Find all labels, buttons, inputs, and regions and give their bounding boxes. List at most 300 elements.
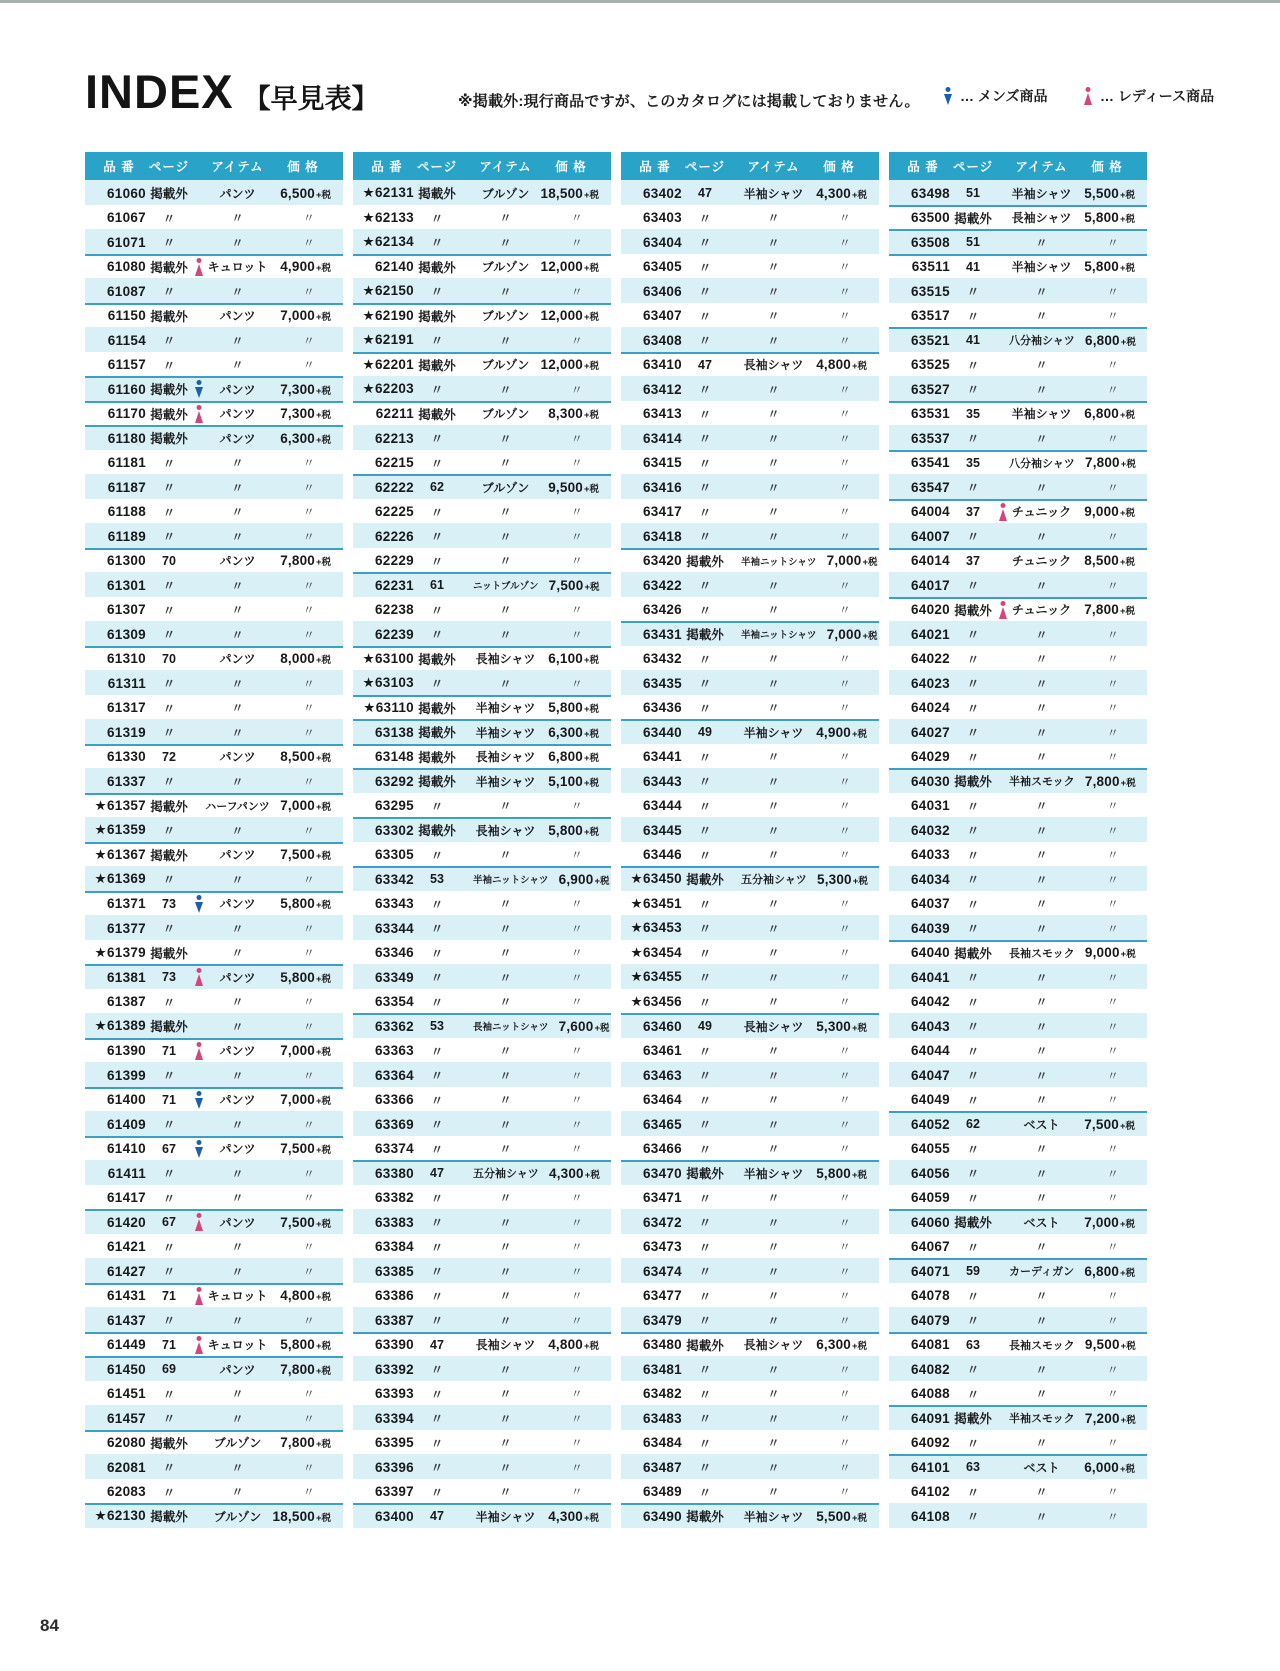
- table-body: [353, 180, 611, 1528]
- price-cell: [538, 503, 604, 520]
- item-name: 〃: [499, 995, 512, 1010]
- item-name: 〃: [499, 1117, 512, 1132]
- item-name: ブルゾン: [481, 260, 530, 275]
- page-ref: 49: [698, 725, 712, 740]
- item-number: 63292: [374, 773, 414, 789]
- item-name: 〃: [231, 1313, 244, 1328]
- page-ref: 〃: [966, 1044, 980, 1059]
- price-cell: [1074, 1434, 1140, 1451]
- price-value: 5,800: [816, 1165, 851, 1181]
- price-value: 〃: [1106, 1289, 1119, 1304]
- item-name: 〃: [767, 309, 780, 324]
- table-row: [85, 1087, 343, 1112]
- page-ref: 〃: [966, 432, 980, 447]
- tax-suffix: +税: [584, 728, 600, 740]
- ladies-icon: [193, 1042, 204, 1060]
- page-ref: 〃: [698, 530, 712, 545]
- tax-suffix: +税: [316, 1365, 332, 1377]
- price-value: 〃: [1106, 872, 1119, 887]
- price-cell: [538, 1042, 604, 1059]
- price-value: 〃: [1106, 1142, 1119, 1157]
- item-name: 〃: [767, 1142, 780, 1157]
- item-name: 〃: [1035, 1485, 1048, 1500]
- price-value: 7,500: [280, 847, 315, 863]
- table-row: [85, 425, 343, 450]
- price-cell: [538, 1189, 604, 1206]
- table-row: [889, 254, 1147, 279]
- price-cell: [538, 283, 604, 300]
- item-name: 〃: [1035, 309, 1048, 324]
- page-ref: 〃: [162, 1314, 176, 1329]
- table-row: [889, 1283, 1147, 1308]
- price-value: 4,300: [816, 185, 851, 201]
- item-name: ブルゾン: [481, 186, 530, 201]
- page-ref: 〃: [430, 1191, 444, 1206]
- price-value: 〃: [838, 750, 851, 765]
- item-name: 〃: [231, 1191, 244, 1206]
- table-row: [353, 401, 611, 426]
- item-number: 63479: [642, 1312, 682, 1328]
- price-value: 7,800: [280, 1361, 315, 1377]
- price-value: 〃: [838, 603, 851, 618]
- table-row: [85, 891, 343, 916]
- price-cell: [538, 381, 604, 398]
- table-row: [621, 1160, 879, 1185]
- price-value: 〃: [1106, 652, 1119, 667]
- tax-suffix: +税: [316, 1047, 332, 1059]
- ladies-icon: [193, 1336, 204, 1354]
- item-name: 〃: [767, 921, 780, 936]
- price-cell: [270, 626, 336, 643]
- page-ref: 41: [966, 333, 980, 348]
- item-number: 61150: [107, 308, 146, 324]
- page-ref: 〃: [162, 1461, 176, 1476]
- table-row: [621, 1332, 879, 1357]
- page-ref: 63: [966, 1460, 980, 1475]
- price-value: 〃: [570, 1068, 583, 1083]
- item-number: 64029: [910, 749, 950, 765]
- price-value: 〃: [838, 235, 851, 250]
- item-name: 〃: [767, 260, 780, 275]
- price-cell: [806, 895, 872, 912]
- price-cell: [538, 1238, 604, 1255]
- table-row: [621, 646, 879, 671]
- price-cell: [270, 1043, 336, 1058]
- price-cell: [538, 552, 604, 569]
- item-name: 〃: [1035, 1093, 1048, 1108]
- item-name: パンツ: [219, 382, 256, 397]
- page-ref: 掲載外: [686, 554, 724, 569]
- item-number: 63474: [642, 1263, 682, 1279]
- price-cell: [1074, 1117, 1140, 1132]
- tax-suffix: +税: [316, 753, 332, 765]
- price-value: 7,500: [280, 1214, 315, 1230]
- price-cell: [806, 307, 872, 324]
- mens-icon: [942, 87, 953, 105]
- price-cell: [270, 1263, 336, 1280]
- table-row: [353, 1013, 611, 1038]
- price-cell: [806, 1287, 872, 1304]
- item-name: 〃: [1035, 1509, 1048, 1524]
- price-value: 7,200: [1084, 1410, 1120, 1426]
- tax-suffix: +税: [316, 263, 332, 275]
- item-number: 61170: [107, 406, 146, 422]
- table-row: [621, 425, 879, 450]
- item-name: 五分袖シャツ: [473, 1168, 539, 1181]
- page-ref: 掲載外: [150, 383, 188, 398]
- item-name: 〃: [1035, 750, 1048, 765]
- item-number: 61377: [106, 920, 146, 936]
- item-name: 〃: [231, 505, 244, 520]
- table-row: [889, 205, 1147, 230]
- table-row: [85, 572, 343, 597]
- table-row: [621, 376, 879, 401]
- price-value: 〃: [838, 848, 851, 863]
- item-name: 〃: [231, 211, 244, 226]
- price-cell: [538, 1287, 604, 1304]
- item-number: 61180: [107, 430, 146, 446]
- page-ref: 〃: [698, 407, 712, 422]
- item-number: 63397: [374, 1484, 414, 1500]
- page-ref: 〃: [430, 799, 444, 814]
- price-value: 〃: [1106, 1166, 1119, 1181]
- page-ref: 〃: [162, 603, 176, 618]
- page-ref: 掲載外: [954, 1412, 992, 1427]
- table-row: [85, 1209, 343, 1234]
- table-row: [621, 1454, 879, 1479]
- table-row: [353, 1479, 611, 1504]
- table-row: [353, 1209, 611, 1234]
- price-cell: [538, 1337, 604, 1352]
- item-number: 63465: [642, 1116, 682, 1132]
- price-cell: [538, 1509, 604, 1524]
- price-cell: [1074, 650, 1140, 667]
- page-ref: 掲載外: [150, 432, 188, 447]
- item-name: 〃: [231, 701, 244, 716]
- item-name: 〃: [499, 505, 512, 520]
- table-row: [353, 1454, 611, 1479]
- item-name: 〃: [767, 1044, 780, 1059]
- item-name: 〃: [1035, 578, 1048, 593]
- page-ref: 〃: [430, 1069, 444, 1084]
- page-ref: 〃: [430, 1265, 444, 1280]
- item-name: ニットブルゾン: [473, 581, 539, 593]
- table-row: [85, 1258, 343, 1283]
- ladies-icon: [193, 968, 204, 986]
- item-number: 63407: [642, 308, 682, 324]
- price-value: 〃: [838, 1068, 851, 1083]
- item-number: 63435: [642, 675, 682, 691]
- table-row: [889, 1430, 1147, 1455]
- price-cell: [1074, 748, 1140, 765]
- price-value: 〃: [838, 701, 851, 716]
- item-number: 63392: [374, 1361, 414, 1377]
- price-cell: [1074, 1189, 1140, 1206]
- price-value: 〃: [838, 921, 851, 936]
- item-number: 63305: [374, 847, 414, 863]
- page-ref: 〃: [698, 922, 712, 937]
- price-cell: [806, 846, 872, 863]
- item-name: 半袖シャツ: [743, 1166, 804, 1181]
- item-number: 61431: [106, 1288, 146, 1304]
- table-row: [353, 1234, 611, 1259]
- price-cell: [806, 209, 872, 226]
- item-name: 〃: [499, 235, 512, 250]
- item-number: 61409: [106, 1116, 146, 1132]
- item-number: 63500: [910, 210, 950, 226]
- item-number: 61071: [106, 234, 146, 250]
- table-row: [353, 940, 611, 965]
- price-value: 18,500: [272, 1508, 315, 1524]
- page-ref: 71: [162, 1288, 176, 1303]
- page-ref: 〃: [966, 726, 980, 741]
- table-row: [621, 1234, 879, 1259]
- item-name: 〃: [231, 725, 244, 740]
- table-row: [889, 474, 1147, 499]
- item-name: 〃: [767, 1387, 780, 1402]
- item-number: ★62191: [362, 332, 414, 348]
- item-number: 62213: [374, 430, 414, 446]
- legend-mens-label: … メンズ商品: [960, 88, 1048, 104]
- table-row: [621, 915, 879, 940]
- price-cell: [538, 1361, 604, 1378]
- item-name: 半袖シャツ: [475, 725, 536, 740]
- item-name: 〃: [767, 1240, 780, 1255]
- price-cell: [270, 283, 336, 300]
- table-row: [85, 695, 343, 720]
- item-number: 63477: [642, 1288, 682, 1304]
- page-ref: 掲載外: [418, 775, 456, 790]
- price-cell: [806, 283, 872, 300]
- table-row: [353, 1160, 611, 1185]
- tax-suffix: +税: [852, 1341, 868, 1353]
- item-name: ハーフパンツ: [205, 800, 270, 813]
- table-row: [353, 523, 611, 548]
- page-ref: 〃: [162, 530, 176, 545]
- table-row: [353, 915, 611, 940]
- page-ref: 〃: [966, 383, 980, 398]
- table-row: [353, 597, 611, 622]
- item-number: 63445: [642, 822, 682, 838]
- page-ref: 〃: [966, 1485, 980, 1500]
- price-value: 〃: [302, 456, 315, 471]
- item-number: 63396: [374, 1459, 414, 1475]
- item-number: 63364: [374, 1067, 414, 1083]
- price-value: 〃: [1106, 1093, 1119, 1108]
- item-number: 64088: [910, 1386, 950, 1402]
- item-number: 61451: [106, 1386, 146, 1402]
- item-number: 64024: [910, 700, 950, 716]
- item-name: 〃: [231, 1460, 244, 1475]
- price-cell: [270, 896, 336, 911]
- price-cell: [538, 234, 604, 251]
- item-number: 64067: [910, 1239, 950, 1255]
- page-title: [85, 64, 379, 119]
- table-row: [889, 401, 1147, 426]
- table-row: [85, 1430, 343, 1455]
- tax-suffix: +税: [316, 900, 332, 912]
- price-value: 〃: [838, 995, 851, 1010]
- tax-suffix: +税: [584, 1341, 600, 1353]
- price-value: 〃: [1106, 921, 1119, 936]
- table-row: [353, 1111, 611, 1136]
- item-number: 64091: [910, 1410, 950, 1426]
- price-value: 〃: [302, 1387, 315, 1402]
- header-item: アイテム: [479, 160, 532, 174]
- item-number: 63405: [642, 259, 682, 275]
- price-value: 〃: [570, 970, 583, 985]
- item-number: 63471: [642, 1190, 682, 1206]
- price-cell: [1074, 871, 1140, 888]
- item-name: 〃: [231, 627, 244, 642]
- price-value: 〃: [838, 456, 851, 471]
- header-page: ページ: [684, 160, 726, 174]
- table-row: [621, 254, 879, 279]
- item-number: 63354: [374, 994, 414, 1010]
- item-number: 63517: [910, 308, 950, 324]
- page-ref: 掲載外: [418, 358, 456, 373]
- page-ref: 47: [698, 357, 712, 372]
- price-cell: [806, 577, 872, 594]
- item-name: 〃: [767, 1191, 780, 1206]
- ladies-icon: [997, 503, 1008, 521]
- item-number: 63417: [642, 504, 682, 520]
- price-cell: [806, 1091, 872, 1108]
- page-ref: 掲載外: [418, 260, 456, 275]
- tax-suffix: +税: [852, 1022, 868, 1034]
- page-ref: 掲載外: [150, 309, 188, 324]
- item-name: パンツ: [219, 1215, 256, 1230]
- page-ref: 59: [966, 1264, 980, 1279]
- table-row: [353, 1185, 611, 1210]
- header-page: ページ: [416, 160, 458, 174]
- table-row: [621, 1209, 879, 1234]
- table-row: [889, 1062, 1147, 1087]
- legend-mens: [942, 86, 1047, 106]
- item-name: 〃: [1035, 480, 1048, 495]
- price-cell: [806, 332, 872, 349]
- price-cell: [270, 847, 336, 862]
- page-ref: 掲載外: [150, 407, 188, 422]
- item-name: 〃: [231, 946, 244, 961]
- price-cell: [806, 454, 872, 471]
- table-row: [621, 499, 879, 524]
- item-name: 〃: [767, 1215, 780, 1230]
- item-name: パンツ: [219, 1093, 256, 1108]
- item-name: 〃: [499, 1068, 512, 1083]
- price-cell: [1074, 577, 1140, 594]
- price-value: 〃: [1106, 480, 1119, 495]
- tax-suffix: +税: [316, 1341, 332, 1353]
- table-row: [353, 303, 611, 328]
- item-number: 61371: [106, 896, 146, 912]
- ladies-icon: [193, 1213, 204, 1231]
- page-ref: 〃: [162, 1412, 176, 1427]
- page-ref: 〃: [162, 873, 176, 888]
- gender-icon-cell: [192, 1336, 205, 1354]
- item-number: 63481: [642, 1361, 682, 1377]
- page-ref: 〃: [430, 1461, 444, 1476]
- table-row: [85, 1503, 343, 1528]
- price-value: 12,000: [540, 259, 583, 275]
- table-row: [621, 303, 879, 328]
- item-number: 63470: [642, 1165, 682, 1181]
- page-ref: 〃: [698, 603, 712, 618]
- price-value: 5,500: [816, 1508, 851, 1524]
- page-ref: 53: [430, 1019, 444, 1034]
- item-name: 〃: [1035, 1289, 1048, 1304]
- page-ref: 〃: [698, 1240, 712, 1255]
- price-value: 〃: [302, 823, 315, 838]
- item-number: 63410: [642, 357, 682, 373]
- table-row: [353, 352, 611, 377]
- price-cell: [538, 601, 604, 618]
- price-value: 9,000: [1084, 945, 1120, 961]
- price-cell: [538, 774, 604, 789]
- page-ref: 〃: [430, 285, 444, 300]
- page-ref: 〃: [430, 1216, 444, 1231]
- price-value: 〃: [570, 333, 583, 348]
- item-number: 63408: [642, 332, 682, 348]
- page-ref: 掲載外: [954, 1216, 992, 1231]
- price-cell: [270, 1215, 336, 1230]
- table-row: [85, 180, 343, 205]
- price-cell: [1074, 1312, 1140, 1329]
- price-cell: [1074, 504, 1140, 519]
- page-ref: 〃: [698, 211, 712, 226]
- table-row: [621, 1405, 879, 1430]
- page-ref: 〃: [430, 1436, 444, 1451]
- table-row: [353, 572, 611, 597]
- table-row: [889, 793, 1147, 818]
- item-number: 63390: [374, 1337, 414, 1353]
- item-name: 半袖シャツ: [743, 1509, 804, 1524]
- price-cell: [1074, 846, 1140, 863]
- table-row: [621, 817, 879, 842]
- price-cell: [539, 1166, 605, 1181]
- item-name: 長袖シャツ: [1011, 211, 1072, 226]
- item-number: 63490: [642, 1508, 682, 1524]
- item-number: ★62134: [362, 234, 414, 250]
- table-row: [621, 1381, 879, 1406]
- item-name: 〃: [767, 480, 780, 495]
- page-ref: 〃: [966, 799, 980, 814]
- item-number: 63484: [642, 1435, 682, 1451]
- item-name: 〃: [1035, 1362, 1048, 1377]
- page-ref: 掲載外: [150, 187, 188, 202]
- page-ref: 〃: [966, 1510, 980, 1525]
- price-value: 〃: [302, 603, 315, 618]
- page-ref: 〃: [698, 260, 712, 275]
- table-row: [85, 989, 343, 1014]
- table-row: [621, 1185, 879, 1210]
- page-ref: 〃: [698, 677, 712, 692]
- price-value: 5,800: [548, 822, 583, 838]
- price-value: 〃: [838, 1485, 851, 1500]
- price-cell: [270, 382, 336, 397]
- table-row: [621, 842, 879, 867]
- table-row: [621, 793, 879, 818]
- price-cell: [538, 1385, 604, 1402]
- item-number: 63418: [642, 528, 682, 544]
- price-value: 〃: [1106, 358, 1119, 373]
- item-name: 〃: [767, 1485, 780, 1500]
- price-value: 12,000: [540, 308, 583, 324]
- item-number: 61319: [106, 724, 146, 740]
- tax-suffix: +税: [1120, 1267, 1136, 1279]
- page-ref: 掲載外: [418, 824, 456, 839]
- page-ref: 〃: [430, 603, 444, 618]
